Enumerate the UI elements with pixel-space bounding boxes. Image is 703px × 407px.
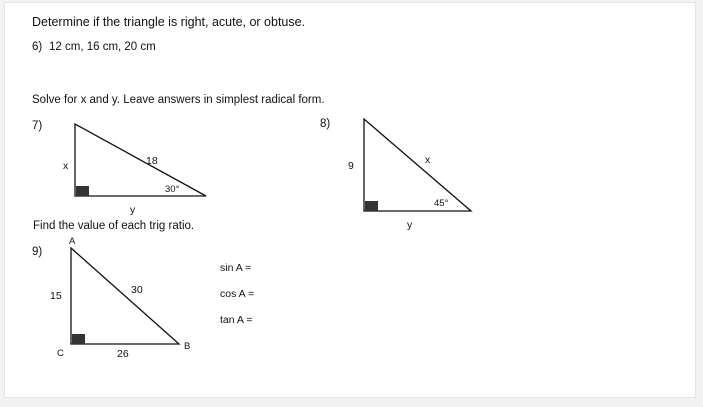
problem-8-hypotenuse: x <box>425 154 431 166</box>
problem-8-number: 8) <box>320 118 331 130</box>
right-angle-marker-8 <box>365 201 378 211</box>
classify-instruction: Determine if the triangle is right, acute, or obtuse. <box>32 15 306 29</box>
problem-9-side-15: 15 <box>50 290 62 302</box>
problem-7-side-y: y <box>130 204 136 216</box>
triangle-7 <box>75 124 206 196</box>
problem-7-number: 7) <box>32 120 43 132</box>
trig-instruction: Find the value of each trig ratio. <box>33 220 195 232</box>
problem-8-angle: 45° <box>434 198 449 209</box>
problem-9-number: 9) <box>32 246 43 258</box>
problem-8-side-9: 9 <box>348 160 354 172</box>
problem-6-number: 6) <box>32 41 43 53</box>
triangle-8 <box>364 119 471 211</box>
right-angle-marker-7 <box>76 186 89 196</box>
worksheet-page <box>4 2 696 398</box>
problem-7-side-x: x <box>63 160 69 172</box>
problem-7-angle: 30° <box>165 184 180 195</box>
tan-a-prompt: tan A = <box>220 314 253 326</box>
triangle-figures <box>5 3 696 398</box>
vertex-c-label: C <box>57 348 64 359</box>
problem-7-hypotenuse: 18 <box>146 155 158 167</box>
problem-9-side-26: 26 <box>117 348 129 360</box>
triangle-9 <box>71 248 179 344</box>
problem-9-hypotenuse: 30 <box>131 284 143 296</box>
right-angle-marker-9 <box>72 334 85 344</box>
vertex-b-label: B <box>184 341 191 352</box>
vertex-a-label: A <box>69 236 76 247</box>
cos-a-prompt: cos A = <box>220 288 255 300</box>
sin-a-prompt: sin A = <box>220 262 252 274</box>
problem-8-side-y: y <box>407 219 413 231</box>
problem-6-sides: 12 cm, 16 cm, 20 cm <box>49 41 156 53</box>
solve-instruction: Solve for x and y. Leave answers in simplest radical form. <box>32 94 325 106</box>
